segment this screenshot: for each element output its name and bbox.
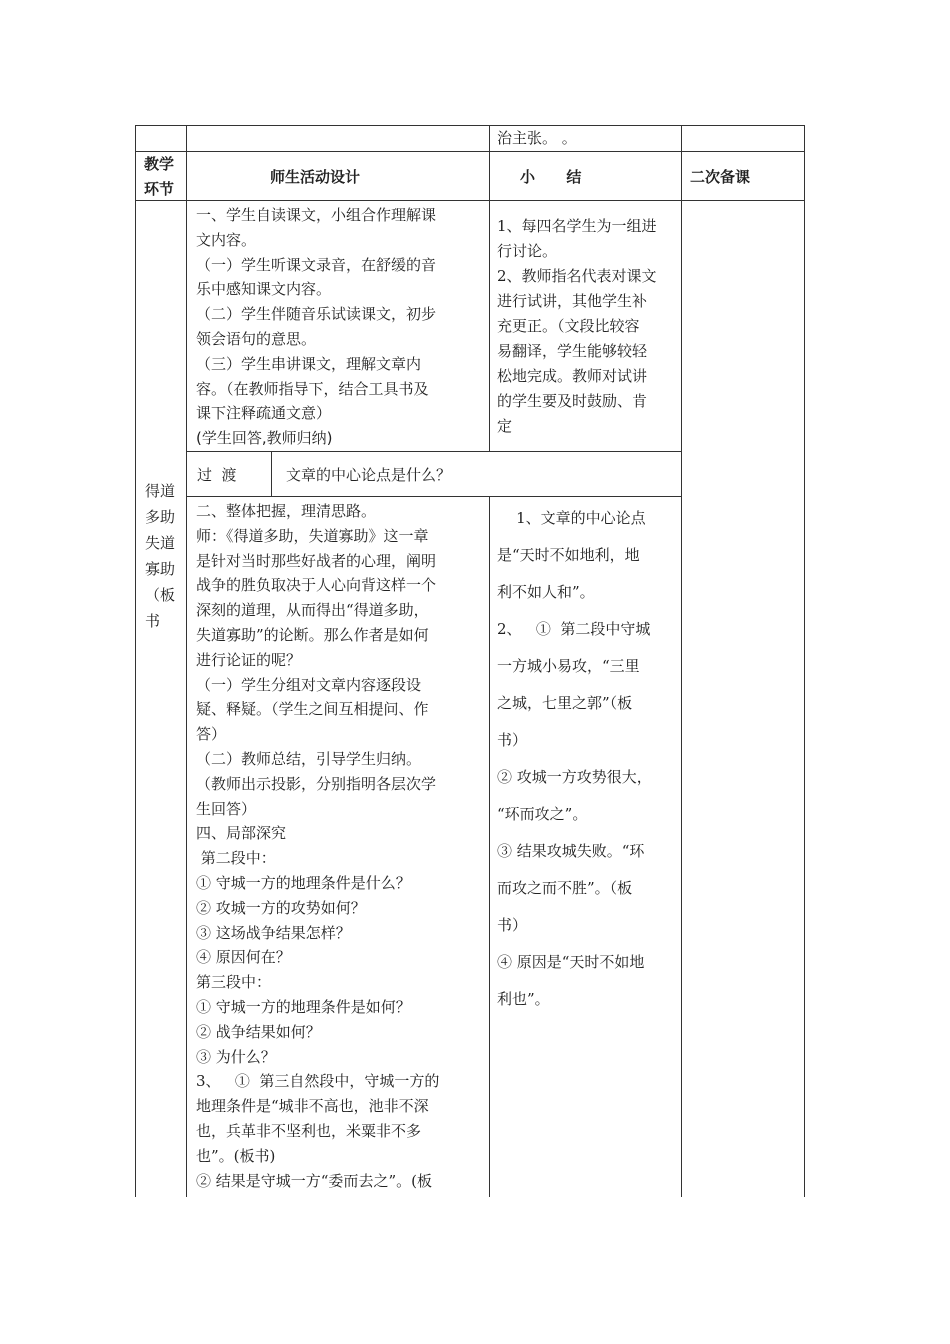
col1-divider [186, 125, 187, 1197]
header-activity-design: 师生活动设计 [270, 168, 361, 186]
header-second-prep: 二次备课 [690, 168, 751, 186]
header-bottom-border [135, 200, 805, 201]
header-summary: 小 结 [520, 168, 582, 186]
section-label: 得道 多助 失道 寡助 （板 书 [145, 482, 176, 630]
table-top-border [135, 125, 805, 126]
table-left-border [135, 125, 136, 1197]
transition-question: 文章的中心论点是什么？ [286, 466, 452, 484]
col3-divider [681, 125, 682, 1197]
activity-block-1: 一、学生自读课文，小组合作理解课 文内容。 （一）学生听课文录音，在舒缓的音 乐中感知课文内容。 （二）学生伴随音乐试读课文，初步 领会语句的意思。 （三）学生串讲课文，理解文章内 容。（在教师指导下，结合工具书及 课下注释疏通文意） (学生回答,教师归纳) [196, 206, 437, 448]
table-right-border [804, 125, 805, 1197]
summary-continuation: 治主张。 。 [497, 129, 577, 147]
summary-block-2: 1、文章的中心论点 是“天时不如地利，地 利不如人和”。 2、 ① 第二段中守城 一方城小易攻，“三里 之城，七里之郭”（板 书） ② 攻城一方攻势很大， “环而攻之”。 ③ 结果攻城失败。“环 而攻之而不胜”。（板 书） ④ 原因是“天时不如地 利也”。 [497, 509, 652, 1008]
transition-divider [271, 451, 272, 496]
col2-divider-top [489, 125, 490, 451]
activity-block-2: 二、整体把握，理清思路。 师：《得道多助，失道寡助》这一章 是针对当时那些好战者的心理，阐明 战争的胜负取决于人心向背这样一个 深刻的道理，从而得出“得道多助， 失道寡助”的论断。那么作者是如何 进行论证的呢？ （一）学生分组对文章内容逐段设 疑、释疑。（学生之间互相提问、作 答） （二）教师总结，引导学生归纳。 （教师出示投影，分别指明各层次学 生回答） 四、局部深究 第二段中： ① 守城一方的地理条件是什么？ ② 攻城一方的攻势如何？ ③ 这场战争结果怎样？ ④ 原因何在？ 第三段中： ① 守城一方的地理条件是如何？ ② 战争结果如何？ ③ 为什么？ 3、 ① 第三自然段中，守城一方的 地理条件是“城非不高也，池非不深 也，兵革非不坚利也，米粟非不多 也”。(板书) ② 结果是守城一方“委而去之”。(板 [196, 502, 440, 1190]
col2-divider-bottom [489, 496, 490, 1197]
transition-bottom-border [187, 496, 682, 497]
summary-block-1: 1、每四名学生为一组进 行讨论。 2、教师指名代表对课文 进行试讲，其他学生补 充更正。（文段比较容 易翻译，学生能够较轻 松地完成。教师对试讲 的学生要及时鼓励、肯 定 [497, 217, 657, 435]
header-top-border [135, 151, 805, 152]
header-teaching-step: 教学 环节 [144, 155, 175, 198]
transition-top-border [187, 451, 682, 452]
transition-label: 过 渡 [197, 466, 237, 484]
